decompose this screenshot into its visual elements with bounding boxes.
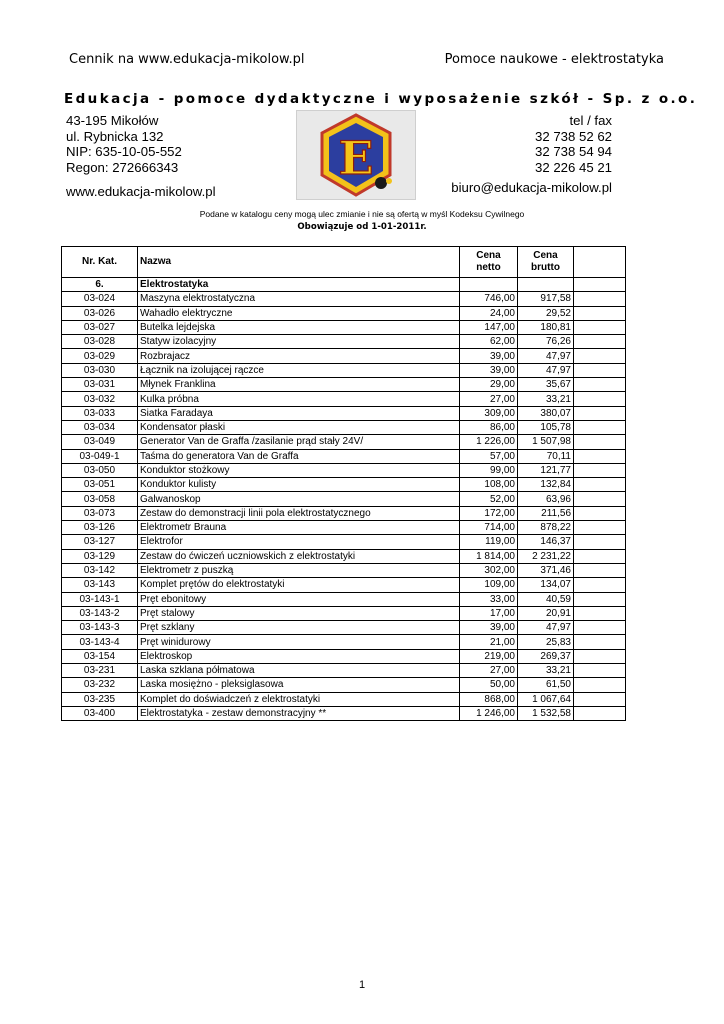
cell-price-brutto: 40,59	[518, 592, 574, 606]
cell-price-brutto: 70,11	[518, 449, 574, 463]
cell-price-brutto: 146,37	[518, 535, 574, 549]
price-table	[61, 246, 626, 721]
cell-product-name: Elektrofor	[138, 535, 460, 549]
cell-product-name: Konduktor stożkowy	[138, 463, 460, 477]
cell-catalog-number: 03-024	[62, 292, 138, 306]
cell-product-name: Komplet do doświadczeń z elektrostatyki	[138, 692, 460, 706]
empty-cell	[574, 378, 626, 392]
cell-catalog-number: 03-034	[62, 420, 138, 434]
table-row	[62, 606, 626, 620]
empty-cell	[574, 435, 626, 449]
cell-price-netto: 52,00	[460, 492, 518, 506]
cell-price-brutto: 211,56	[518, 506, 574, 520]
empty-cell	[574, 549, 626, 563]
cell-product-name: Laska mosiężno - pleksiglasowa	[138, 678, 460, 692]
page-header-right: Pomoce naukowe - elektrostatyka	[444, 52, 664, 67]
cell-product-name: Elektrostatyka - zestaw demonstracyjny **	[138, 706, 460, 720]
table-row	[62, 635, 626, 649]
cell-product-name: Pręt szklany	[138, 621, 460, 635]
empty-cell	[574, 320, 626, 334]
cell-price-netto: 29,00	[460, 378, 518, 392]
empty-cell	[574, 506, 626, 520]
cell-price-brutto: 29,52	[518, 306, 574, 320]
table-row	[62, 392, 626, 406]
cell-catalog-number: 03-143-1	[62, 592, 138, 606]
empty-cell	[574, 292, 626, 306]
cell-product-name: Kulka próbna	[138, 392, 460, 406]
cell-price-netto: 714,00	[460, 521, 518, 535]
cell-price-brutto: 878,22	[518, 521, 574, 535]
table-row	[62, 435, 626, 449]
cell-catalog-number: 03-154	[62, 649, 138, 663]
cell-price-brutto: 121,77	[518, 463, 574, 477]
cell-price-netto: 172,00	[460, 506, 518, 520]
cell-price-netto: 746,00	[460, 292, 518, 306]
header-brutto-line1: Cena	[533, 250, 558, 261]
header-brutto-line2: brutto	[531, 262, 560, 273]
cell-catalog-number: 03-143-2	[62, 606, 138, 620]
header-name: Nazwa	[138, 247, 460, 278]
empty-cell	[574, 692, 626, 706]
cell-price-netto: 27,00	[460, 664, 518, 678]
empty-cell	[574, 521, 626, 535]
cell-product-name: Kondensator płaski	[138, 420, 460, 434]
section-number: 6.	[62, 278, 138, 292]
cell-product-name: Łącznik na izolującej rączce	[138, 363, 460, 377]
cell-catalog-number: 03-143-3	[62, 621, 138, 635]
cell-catalog-number: 03-033	[62, 406, 138, 420]
table-row	[62, 649, 626, 663]
header-brutto	[518, 247, 574, 278]
address-line: 43-195 Mikołów	[66, 113, 159, 128]
cell-price-netto: 1 226,00	[460, 435, 518, 449]
cell-catalog-number: 03-049	[62, 435, 138, 449]
cell-price-netto: 99,00	[460, 463, 518, 477]
table-row	[62, 363, 626, 377]
cell-price-netto: 1 246,00	[460, 706, 518, 720]
empty-cell	[574, 578, 626, 592]
table-row	[62, 492, 626, 506]
cell-price-brutto: 33,21	[518, 392, 574, 406]
cell-price-netto: 119,00	[460, 535, 518, 549]
cell-price-brutto: 2 231,22	[518, 549, 574, 563]
empty-cell	[574, 278, 626, 292]
cell-product-name: Konduktor kulisty	[138, 478, 460, 492]
cell-price-brutto: 63,96	[518, 492, 574, 506]
cell-price-brutto: 25,83	[518, 635, 574, 649]
empty-cell	[574, 478, 626, 492]
table-row	[62, 592, 626, 606]
cell-price-netto: 868,00	[460, 692, 518, 706]
cell-product-name: Statyw izolacyjny	[138, 335, 460, 349]
cell-catalog-number: 03-032	[62, 392, 138, 406]
cell-catalog-number: 03-126	[62, 521, 138, 535]
empty-cell	[574, 492, 626, 506]
empty-cell	[574, 664, 626, 678]
contact-line: 32 226 45 21	[534, 159, 612, 175]
cell-price-brutto: 105,78	[518, 420, 574, 434]
table-row	[62, 578, 626, 592]
empty-cell	[518, 278, 574, 292]
address-line: NIP: 635-10-05-552	[66, 144, 182, 159]
cell-catalog-number: 03-142	[62, 563, 138, 577]
cell-catalog-number: 03-232	[62, 678, 138, 692]
table-row	[62, 506, 626, 520]
cell-product-name: Wahadło elektryczne	[138, 306, 460, 320]
cell-price-brutto: 180,81	[518, 320, 574, 334]
cell-price-netto: 147,00	[460, 320, 518, 334]
cell-price-brutto: 61,50	[518, 678, 574, 692]
cell-price-brutto: 380,07	[518, 406, 574, 420]
cell-product-name: Laska szklana półmatowa	[138, 664, 460, 678]
page-number: 1	[358, 979, 366, 991]
cell-price-netto: 17,00	[460, 606, 518, 620]
cell-catalog-number: 03-051	[62, 478, 138, 492]
empty-cell	[574, 678, 626, 692]
empty-cell	[574, 606, 626, 620]
cell-catalog-number: 03-049-1	[62, 449, 138, 463]
cell-price-netto: 302,00	[460, 563, 518, 577]
cell-product-name: Pręt winidurowy	[138, 635, 460, 649]
cell-product-name: Rozbrajacz	[138, 349, 460, 363]
cell-product-name: Elektrometr Brauna	[138, 521, 460, 535]
cell-price-netto: 50,00	[460, 678, 518, 692]
empty-cell	[574, 535, 626, 549]
cell-product-name: Taśma do generatora Van de Graffa	[138, 449, 460, 463]
cell-catalog-number: 03-050	[62, 463, 138, 477]
empty-cell	[574, 621, 626, 635]
empty-cell	[574, 363, 626, 377]
contact-line: 32 738 52 62	[534, 128, 612, 144]
header-netto-line2: netto	[476, 262, 501, 273]
cell-price-brutto: 35,67	[518, 378, 574, 392]
cell-product-name: Generator Van de Graffa /zasilanie prąd stały 24V/	[138, 435, 460, 449]
cell-product-name: Elektrometr z puszką	[138, 563, 460, 577]
cell-product-name: Galwanoskop	[138, 492, 460, 506]
cell-price-netto: 33,00	[460, 592, 518, 606]
cell-price-brutto: 371,46	[518, 563, 574, 577]
table-row	[62, 563, 626, 577]
cell-product-name: Młynek Franklina	[138, 378, 460, 392]
cell-catalog-number: 03-400	[62, 706, 138, 720]
table-row	[62, 478, 626, 492]
table-row	[62, 521, 626, 535]
cell-catalog-number: 03-029	[62, 349, 138, 363]
empty-cell	[574, 335, 626, 349]
cell-price-netto: 27,00	[460, 392, 518, 406]
logo-letter: E	[338, 131, 374, 185]
cell-price-brutto: 132,84	[518, 478, 574, 492]
table-row	[62, 292, 626, 306]
cell-price-netto: 57,00	[460, 449, 518, 463]
table-row	[62, 306, 626, 320]
empty-cell	[574, 406, 626, 420]
empty-cell	[574, 349, 626, 363]
empty-cell	[574, 392, 626, 406]
price-notice: Podane w katalogu ceny mogą ulec zmianie i nie są ofertą w myśl Kodeksu Cywilnego	[199, 209, 525, 219]
company-email: biuro@edukacja-mikolow.pl	[451, 180, 612, 195]
table-row	[62, 420, 626, 434]
empty-cell	[460, 278, 518, 292]
empty-cell	[574, 649, 626, 663]
cell-price-brutto: 1 532,58	[518, 706, 574, 720]
empty-cell	[574, 563, 626, 577]
cell-price-brutto: 47,97	[518, 349, 574, 363]
table-row	[62, 549, 626, 563]
empty-cell	[574, 706, 626, 720]
empty-cell	[574, 635, 626, 649]
company-name: Edukacja - pomoce dydaktyczne i wyposażenie szkół - Sp. z o.o.	[64, 91, 698, 107]
company-contact	[535, 113, 612, 175]
cell-price-netto: 109,00	[460, 578, 518, 592]
section-row	[62, 278, 626, 292]
cell-catalog-number: 03-143-4	[62, 635, 138, 649]
cell-price-brutto: 917,58	[518, 292, 574, 306]
empty-cell	[574, 306, 626, 320]
cell-catalog-number: 03-031	[62, 378, 138, 392]
cell-catalog-number: 03-030	[62, 363, 138, 377]
table-row	[62, 378, 626, 392]
cell-product-name: Pręt ebonitowy	[138, 592, 460, 606]
table-row	[62, 349, 626, 363]
cell-price-brutto: 33,21	[518, 664, 574, 678]
empty-cell	[574, 420, 626, 434]
cell-product-name: Elektroskop	[138, 649, 460, 663]
cell-price-brutto: 20,91	[518, 606, 574, 620]
cell-product-name: Maszyna elektrostatyczna	[138, 292, 460, 306]
table-row	[62, 449, 626, 463]
company-address	[66, 113, 182, 175]
cell-product-name: Komplet prętów do elektrostatyki	[138, 578, 460, 592]
cell-price-netto: 39,00	[460, 621, 518, 635]
header-netto-line1: Cena	[476, 250, 501, 261]
cell-price-brutto: 1 067,64	[518, 692, 574, 706]
company-website: www.edukacja-mikolow.pl	[66, 184, 216, 199]
page-header-left: Cennik na www.edukacja-mikolow.pl	[69, 52, 305, 67]
table-row	[62, 706, 626, 720]
empty-cell	[574, 449, 626, 463]
table-row	[62, 664, 626, 678]
cell-price-netto: 219,00	[460, 649, 518, 663]
table-row	[62, 535, 626, 549]
cell-catalog-number: 03-026	[62, 306, 138, 320]
cell-price-netto: 86,00	[460, 420, 518, 434]
cell-price-netto: 108,00	[460, 478, 518, 492]
cell-catalog-number: 03-127	[62, 535, 138, 549]
header-nr: Nr. Kat.	[62, 247, 138, 278]
cell-price-brutto: 269,37	[518, 649, 574, 663]
cell-price-netto: 24,00	[460, 306, 518, 320]
address-line: ul. Rybnicka 132	[66, 128, 164, 144]
table-row	[62, 692, 626, 706]
cell-price-netto: 309,00	[460, 406, 518, 420]
cell-price-netto: 21,00	[460, 635, 518, 649]
cell-price-netto: 1 814,00	[460, 549, 518, 563]
table-row	[62, 320, 626, 334]
table-row	[62, 621, 626, 635]
section-title: Elektrostatyka	[138, 278, 460, 292]
valid-from: Obowiązuje od 1-01-2011r.	[297, 222, 427, 232]
cell-catalog-number: 03-028	[62, 335, 138, 349]
contact-line: tel / fax	[569, 113, 612, 128]
empty-cell	[574, 592, 626, 606]
cell-price-brutto: 76,26	[518, 335, 574, 349]
header-extra	[574, 247, 626, 278]
cell-price-brutto: 134,07	[518, 578, 574, 592]
cell-price-netto: 62,00	[460, 335, 518, 349]
address-line: Regon: 272666343	[66, 159, 179, 175]
cell-catalog-number: 03-231	[62, 664, 138, 678]
cell-price-brutto: 47,97	[518, 621, 574, 635]
header-netto	[460, 247, 518, 278]
cell-catalog-number: 03-073	[62, 506, 138, 520]
cell-catalog-number: 03-058	[62, 492, 138, 506]
cell-price-brutto: 1 507,98	[518, 435, 574, 449]
table-row	[62, 678, 626, 692]
cell-catalog-number: 03-235	[62, 692, 138, 706]
cell-product-name: Siatka Faradaya	[138, 406, 460, 420]
contact-line: 32 738 54 94	[534, 144, 612, 159]
cell-product-name: Zestaw do demonstracji linii pola elektrostatycznego	[138, 506, 460, 520]
empty-cell	[574, 463, 626, 477]
company-logo	[296, 110, 416, 200]
table-row	[62, 335, 626, 349]
cell-catalog-number: 03-027	[62, 320, 138, 334]
cell-catalog-number: 03-143	[62, 578, 138, 592]
cell-catalog-number: 03-129	[62, 549, 138, 563]
cell-price-netto: 39,00	[460, 363, 518, 377]
cell-price-netto: 39,00	[460, 349, 518, 363]
cell-product-name: Pręt stalowy	[138, 606, 460, 620]
cell-price-brutto: 47,97	[518, 363, 574, 377]
cell-product-name: Zestaw do ćwiczeń uczniowskich z elektrostatyki	[138, 549, 460, 563]
logo-graphic	[297, 111, 415, 199]
table-row	[62, 406, 626, 420]
table-row	[62, 463, 626, 477]
cell-product-name: Butelka lejdejska	[138, 320, 460, 334]
table-header-row	[62, 247, 626, 278]
